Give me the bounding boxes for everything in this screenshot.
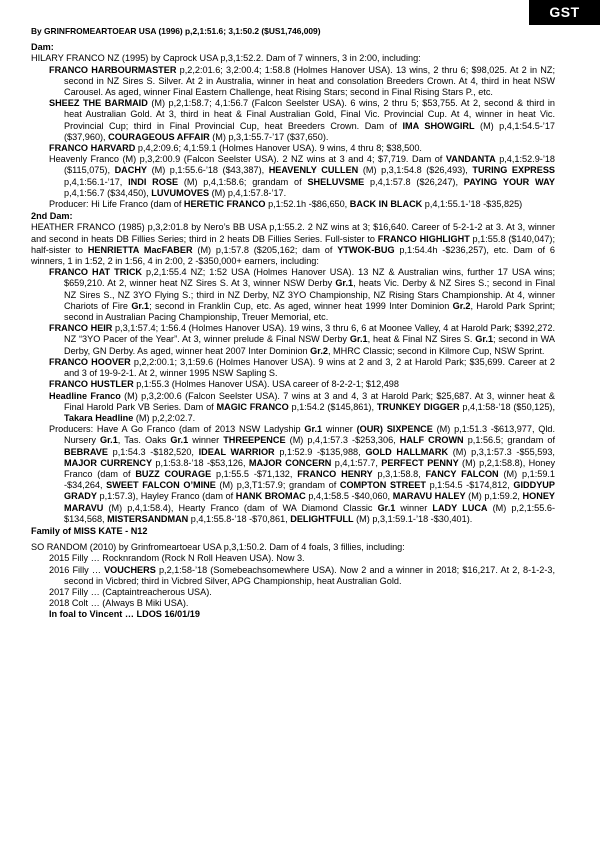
family-line: Family of MISS KATE - N12	[31, 525, 148, 536]
mare-produce	[31, 553, 555, 620]
dam-foal: SHEEZ THE BARMAID (M) p,2,1:58.7; 4,1:56.7 (Falcon Seelster USA). 6 wins, 2 thru 5; $53,755. At 2, second & third in heat Australian Gold. At 3, third in heat & Final Australian Gold, Final Vic. Provincial Cup. At 4, winner in heat Vic. Provincial Cup; third in Final Provincial Cup, heat Breeders Crown. Dam of IMA SHOWGIRL (M) p,4,1:54.5-’17 ($37,960), COURAGEOUS AFFAIR (M) p,3,1:55.7-’17 ($37,650).	[49, 98, 555, 142]
pedigree-document	[31, 26, 555, 621]
second-dam-foal: FRANCO HAT TRICK p,2,1:55.4 NZ; 1:52 USA (Holmes Hanover USA). 13 NZ & Australian wins, further 17 USA wins; $659,210. At 2, winner heat NZ Sires S. At 3, winner NSW Derby Gr.1, heats Vic. Derby & NZ Sires S.; second in Final NZ Sires S., NZ 3YO Flying S.; third in NZ Derby, NZ 3YO Championship, NZ Rising Stars Championship. At 4, winner Chariots of Fire Gr.1; second in Franklin Cup, etc. As aged, winner heat 1999 Inter Dominion Gr.2, Harold Park Sprint; second in Australian Pacing Championship, Treuer Memorial, etc.	[49, 267, 555, 323]
dam-foal: FRANCO HARVARD p,4,2:09.6; 4,1:59.1 (Holmes Hanover USA). 9 wins, 4 thru 8; $38,500.	[49, 143, 422, 154]
second-dam-foal: Headline Franco (M) p,3,2:00.6 (Falcon Seelster USA). 7 wins at 3 and 4, 3 at Harold Park; $25,687. At 3, winner heat & Final Harold Park VB Series. Dam of MAGIC FRANCO p,1:54.2 ($145,861), TRUNKEY DIGGER p,4,1:58-’18 ($50,125), Takara Headline (M) p,2,2:02.7.	[49, 390, 555, 423]
second-dam-foal: FRANCO HEIR p,3,1:57.4; 1:56.4 (Holmes Hanover USA). 19 wins, 3 thru 6, 6 at Moonee Valley, 4 at Harold Park; $392,272. NZ “3YO Pacer of the Year”. At 3, winner prelude & Final NSW Derby Gr.1, heat & Final NZ Sires S. Gr.1; second in WA Derby, GN Derby. As aged, winner heat 2007 Inter Dominion Gr.2, MHRC Classic; second in Kilmore Cup, NSW Sprint.	[49, 323, 556, 356]
produce-item: 2018 Colt … (Always B Miki USA).	[49, 598, 189, 609]
dam-intro: HILARY FRANCO NZ (1995) by Caprock USA p,3,1:52.2. Dam of 7 winners, 3 in 2:00, including:	[31, 53, 421, 64]
dam-foal: Heavenly Franco (M) p,3,2:00.9 (Falcon Seelster USA). 2 NZ wins at 3 and 4; $7,719. Dam of VANDANTA p,4,1:52.9-’18 ($115,075), DACHY (M) p,1:55.6-’18 ($43,387), HEAVENLY CULLEN (M) p,3,1:54.8 ($26,493), TURING EXPRESS p,4,1:56.1-’17, INDI ROSE (M) p,4,1:58.6; grandam of SHELUVSME p,4,1:57.8 ($26,247), PAYING YOUR WAY p,4,1:56.7 ($34,450), LUVUMOVES (M) p,4,1:57.8-’17.	[49, 154, 556, 198]
second-dam-foals	[31, 267, 555, 525]
in-foal-note: In foal to Vincent … LDOS 16/01/19	[49, 609, 200, 620]
second-dam-foal: FRANCO HUSTLER p,1:55.3 (Holmes Hanover USA). USA career of 8-2-2-1; $12,498	[49, 379, 399, 390]
produce-item: 2016 Filly … VOUCHERS p,2,1:58-’18 (Somebeachsomewhere USA). Now 2 and a winner in 2018; $16,217. At 2, 8-1-2-3, second in Vicbred; third in Vicbred Silver, APG Championship, heat Australian Gold.	[49, 564, 555, 586]
dam-foal: FRANCO HARBOURMASTER p,2,2:01.6; 3,2:00.4; 1:58.8 (Holmes Hanover USA). 13 wins, 2 thru 6; $98,025. At 2 in NZ; second in NZ Sires S. Silver. At 2 in Australia, winner in heat and consolation Breeders Crown. At 4, third in heat NSW Carousel. As aged, winner Final Eastern Challenge, heat Rising Stars; second in Final Rising Stars P., etc.	[49, 64, 555, 98]
second-dam-producers: Producers: Have A Go Franco (dam of 2013 NSW Ladyship Gr.1 winner (OUR) SIXPENCE (M) p,1:51.3 -$613,977, Qld. Nursery Gr.1, Tas. Oaks Gr.1 winner THREEPENCE (M) p,4,1:57.3 -$253,306, HALF CROWN p,1:56.5; grandam of BEBRAVE p,1:54.3 -$182,520, IDEAL WARRIOR p,1:52.9 -$135,988, GOLD HALLMARK (M) p,3,1:57.3 -$55,593, MAJOR CURRENCY p,1:53.8-’18 -$53,126, MAJOR CONCERN p,4,1:57.7, PERFECT PENNY (M) p,2,1:58.8), Honey Franco (dam of BUZZ COURAGE p,1:55.5 -$71,132, FRANCO HENRY p,3,1:58.8, FANCY FALCON (M) p,1:59.1 -$34,264, SWEET FALCON O’MINE (M) p,3,T1:57.9; grandam of COMPTON STREET p,1:54.5 -$174,812, GIDDYUP GRADY p,1:57.3), Hayley Franco (dam of HANK BROMAC p,4,1:58.5 -$40,060, MARAVU HALEY (M) p,1:59.2, HONEY MARAVU (M) p,4,1:58.4), Hearty Franco (dam of WA Diamond Classic Gr.1 winner LADY LUCA (M) p,2,1:55.6- $134,568, MISTERSANDMAN p,4,1:55.8-’18 -$70,861, DELIGHTFULL (M) p,3,1:59.1-’18 -$30,401).	[49, 424, 556, 524]
second-dam-intro: HEATHER FRANCO (1985) p,3,2:01.8 by Nero’s BB USA p,1:55.2. 2 NZ wins at 3; $16,640. Career of 5-2-1-2 at 3. At 3, winner and second in heats DB Fillies Series; third in 2 heats DB Fillies Series. Full-sister to FRANCO HIGHLIGHT p,1:55.8 ($140,047); half-sister to HENRIETTA MacFABER (M) p,1:57.8 ($205,162; dam of YTWOK-BUG p,1:54.4h -$236,257), etc. Dam of 6 winners, 1 in 1:52, 2 in 1:56, 4 in 2:00, 2 -$350,000+ earners, including:	[31, 222, 555, 267]
produce-item: 2015 Filly … Rocknrandom (Rock N Roll Heaven USA). Now 3.	[49, 553, 305, 564]
second-dam-foal: FRANCO HOOVER p,2,2:00.1; 3,1:59.6 (Holmes Hanover USA). 9 wins at 2 and 3, 2 at Harold Park; $35,699. Career at 2 and 3 of 19-9-2-1. At 2, winner 1995 NSW Sapling S.	[49, 356, 555, 379]
mare-intro: SO RANDOM (2010) by Grinfromeartoear USA p,3,1:50.2. Dam of 4 foals, 3 fillies, including:	[31, 542, 405, 553]
produce-item: 2017 Filly … (Captaintreacherous USA).	[49, 586, 212, 597]
dam-foals	[31, 65, 555, 211]
dam-heading: Dam:	[31, 42, 54, 53]
dam-producer: Producer: Hi Life Franco (dam of HERETIC FRANCO p,1:52.1h -$86,650, BACK IN BLACK p,4,1:55.1-’18 -$35,825)	[49, 199, 523, 210]
sire-line: By GRINFROMEARTOEAR USA (1996) p,2,1:51.6; 3,1:50.2 ($US1,746,009)	[31, 26, 321, 36]
second-dam-heading: 2nd Dam:	[31, 211, 73, 222]
gst-badge: GST	[529, 0, 600, 25]
